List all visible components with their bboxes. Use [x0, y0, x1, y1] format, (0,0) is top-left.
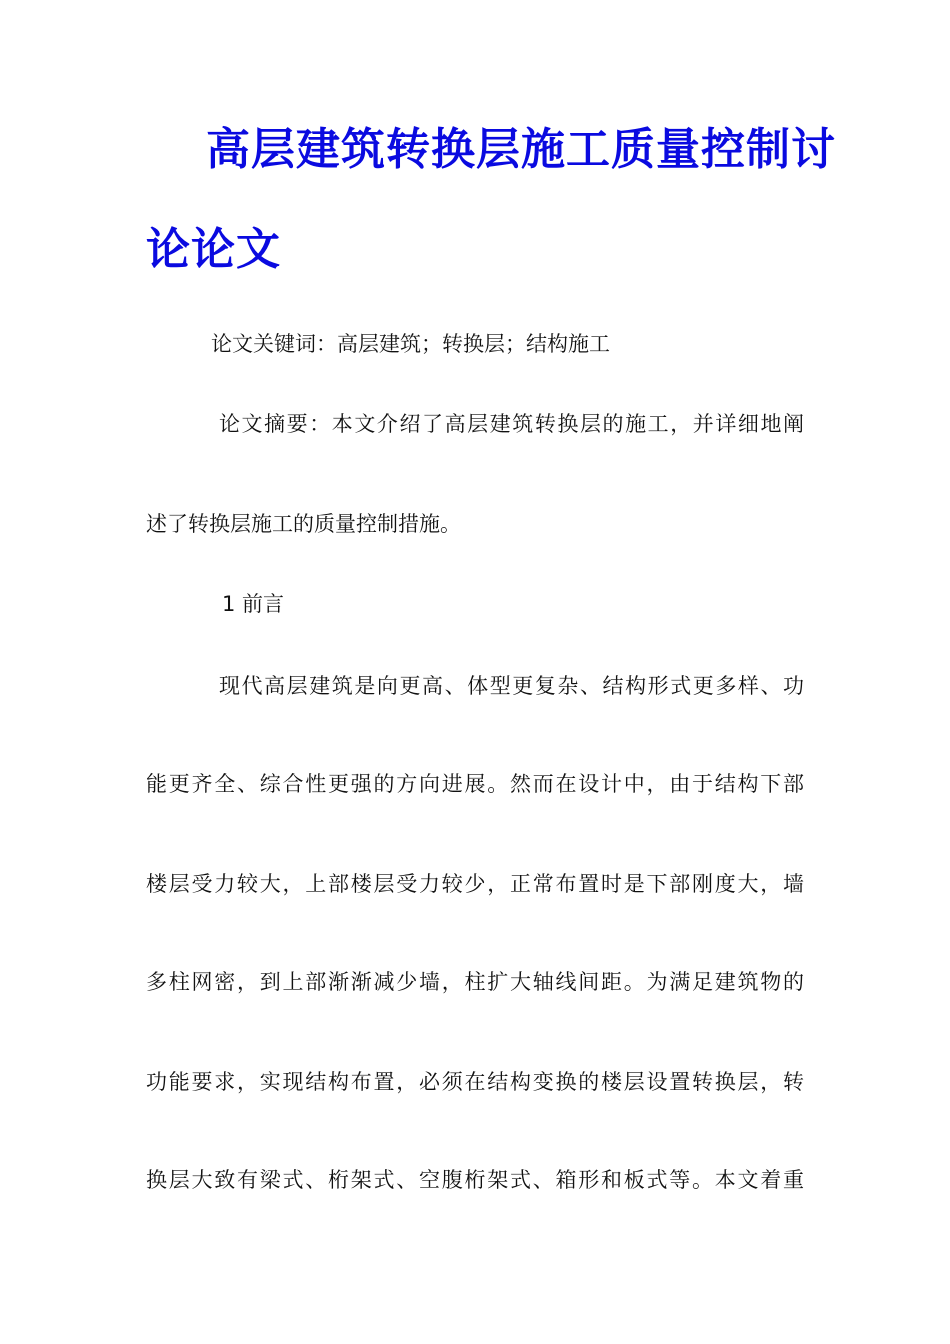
document-title-line-1: 高层建筑转换层施工质量控制讨: [206, 124, 836, 175]
body-line: 楼层受力较大，上部楼层受力较少，正常布置时是下部刚度大，墙: [146, 872, 804, 896]
abstract-line-2: 述了转换层施工的质量控制措施。: [146, 512, 461, 536]
body-line: 多柱网密，到上部渐渐减少墙，柱扩大轴线间距。为满足建筑物的: [146, 970, 804, 994]
body-line: 换层大致有梁式、桁架式、空腹桁架式、箱形和板式等。本文着重: [146, 1168, 804, 1192]
keywords-line: 论文关键词：高层建筑；转换层；结构施工: [211, 332, 610, 356]
body-line: 现代高层建筑是向更高、体型更复杂、结构形式更多样、功: [219, 674, 804, 698]
section-heading: 1 前言: [222, 592, 285, 616]
body-line: 功能要求，实现结构布置，必须在结构变换的楼层设置转换层，转: [146, 1070, 804, 1094]
body-line: 能更齐全、综合性更强的方向进展。然而在设计中，由于结构下部: [146, 772, 804, 796]
abstract-line-1: 论文摘要：本文介绍了高层建筑转换层的施工，并详细地阐: [219, 412, 804, 436]
document-title-line-2: 论论文: [146, 224, 281, 275]
